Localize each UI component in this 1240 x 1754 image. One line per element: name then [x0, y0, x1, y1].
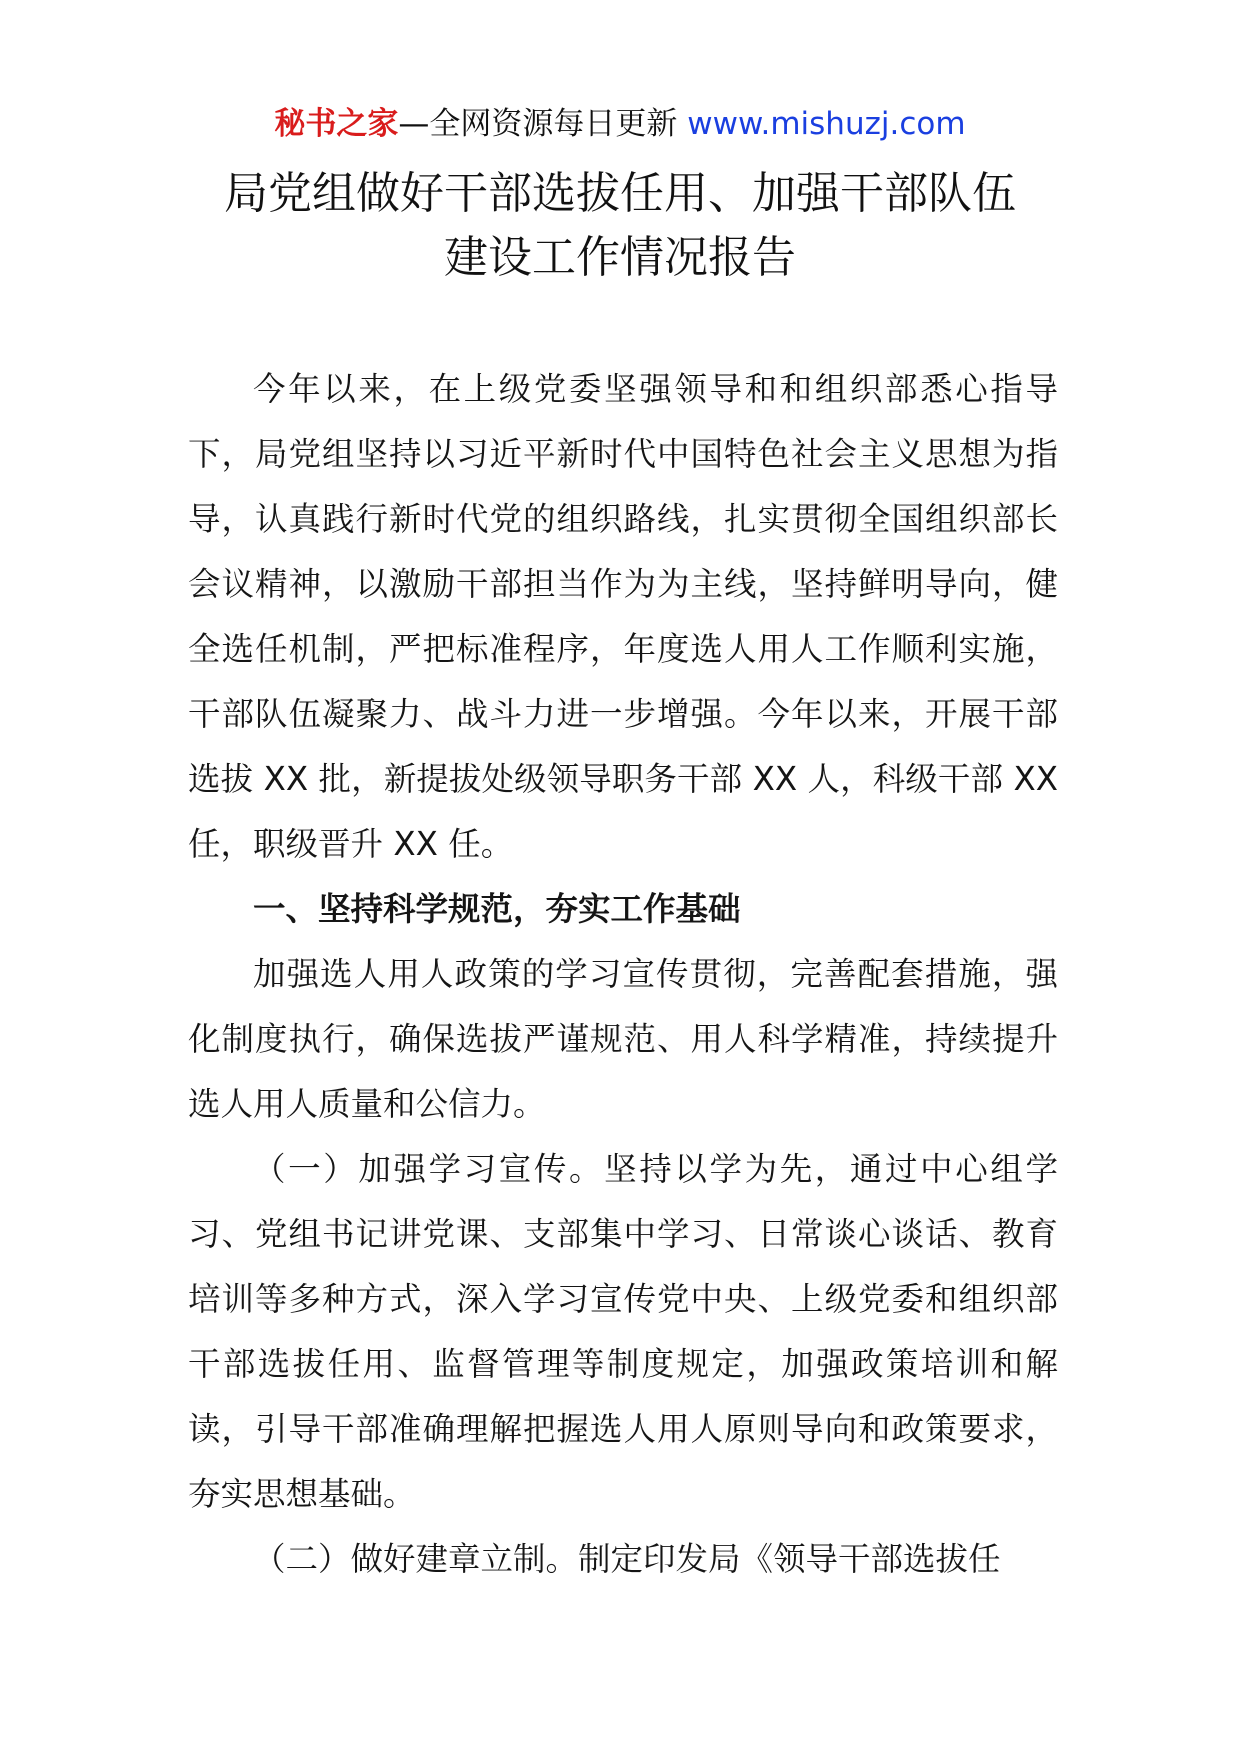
document-body	[188, 357, 1058, 1592]
site-link[interactable]: www.mishuzj.com	[677, 106, 966, 142]
watermark-header	[0, 104, 1240, 144]
paragraph-intro: 今年以来，在上级党委坚强领导和和组织部悉心指导下，局党组坚持以习近平新时代中国特色社会主义思想为指导，认真践行新时代党的组织路线，扎实贯彻全国组织部长会议精神，以激励干部担当作为为主线，坚持鲜明导向，健全选任机制，严把标准程序，年度选人用人工作顺利实施，干部队伍凝聚力、战斗力进一步增强。今年以来，开展干部选拔 XX 批，新提拔处级领导职务干部 XX 人，科级干部 XX 任，职级晋升 XX 任。	[188, 370, 1058, 863]
brand-name: 秘书之家	[274, 106, 399, 142]
paragraph-subsection-1: （一）加强学习宣传。坚持以学为先，通过中心组学习、党组书记讲党课、支部集中学习、日常谈心谈话、教育培训等多种方式，深入学习宣传党中央、上级党委和组织部干部选拔任用、监督管理等制度规定，加强政策培训和解读，引导干部准确理解把握选人用人原则导向和政策要求，夯实思想基础。	[188, 1150, 1058, 1513]
paragraph-subsection-2: （二）做好建章立制。制定印发局《领导干部选拔任	[253, 1540, 1001, 1578]
title-line-1: 局党组做好干部选拔任用、加强干部队伍	[224, 168, 1016, 219]
paragraph-section-1: 加强选人用人政策的学习宣传贯彻，完善配套措施，强化制度执行，确保选拔严谨规范、用人科学精准，持续提升选人用人质量和公信力。	[188, 955, 1058, 1123]
brand-slogan: —全网资源每日更新	[398, 106, 678, 142]
document-title	[0, 162, 1240, 290]
section-heading-1: 一、坚持科学规范，夯实工作基础	[253, 890, 741, 928]
title-line-2: 建设工作情况报告	[444, 232, 796, 283]
